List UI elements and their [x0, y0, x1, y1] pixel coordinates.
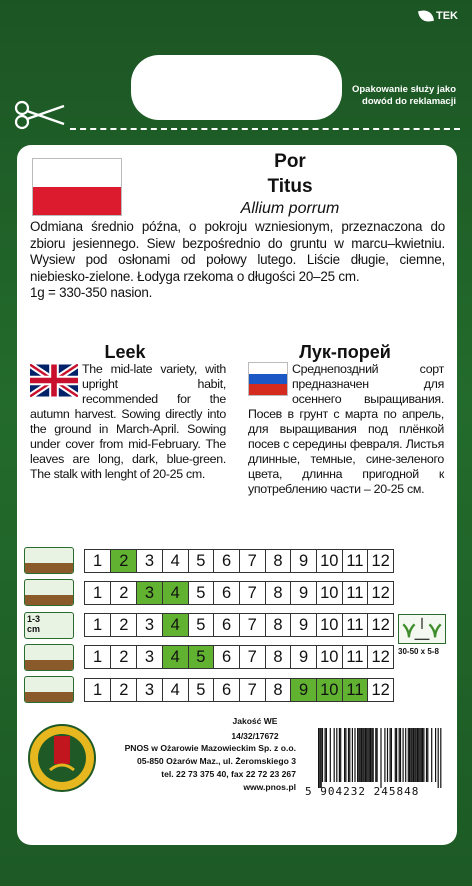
pnos-logo — [28, 720, 96, 794]
barcode-bar — [371, 728, 372, 782]
barcode-bar — [322, 728, 323, 782]
barcode-bar — [330, 728, 331, 782]
barcode-bar — [326, 728, 327, 782]
month-cell: 2 — [110, 582, 136, 604]
latin-name: Allium porrum — [240, 200, 340, 217]
scissors-icon — [14, 100, 68, 130]
barcode-bar — [435, 728, 436, 782]
month-cell: 10 — [316, 679, 342, 701]
barcode-bar — [417, 728, 418, 782]
barcode-bar — [405, 728, 406, 782]
barcode-bar — [364, 728, 365, 782]
harvest-icon — [24, 676, 74, 703]
barcode-bar — [365, 728, 366, 782]
barcode-bar — [413, 728, 414, 782]
sowing-depth-icon — [24, 612, 74, 639]
barcode-bar — [395, 728, 396, 782]
month-cell: 11 — [342, 582, 368, 604]
barcode-bar — [421, 728, 422, 782]
month-cell: 9 — [290, 582, 316, 604]
month-cell: 3 — [136, 550, 162, 572]
company-address — [100, 742, 296, 794]
month-cell: 7 — [239, 679, 265, 701]
barcode-bar — [423, 728, 424, 782]
russian-description — [248, 362, 444, 497]
month-cell: 10 — [316, 550, 342, 572]
barcode-bar — [357, 728, 358, 782]
month-cell: 6 — [213, 582, 239, 604]
barcode-bar — [373, 728, 374, 782]
barcode-bar — [367, 728, 368, 782]
barcode-bar — [340, 728, 341, 782]
month-cell: 4 — [162, 646, 188, 668]
barcode-bar — [375, 728, 376, 782]
barcode-bar — [409, 728, 410, 782]
tek-mark — [419, 10, 458, 22]
month-cell: 12 — [367, 646, 393, 668]
english-title: Leek — [104, 342, 146, 362]
month-cells — [84, 678, 394, 702]
barcode-bar — [369, 728, 370, 782]
barcode-bar — [422, 728, 423, 782]
sowing-calendar — [24, 547, 394, 708]
barcode-bar — [380, 728, 381, 788]
barcode-bar — [416, 728, 417, 782]
company-phone: tel. 22 73 375 40, fax 22 72 23 267 — [161, 769, 296, 779]
barcode-bar — [384, 728, 385, 782]
barcode-bar — [336, 728, 337, 782]
month-cell: 8 — [265, 646, 291, 668]
polish-description-text: Odmiana średnio późna, o pokroju wzniesionym, przeznaczona do zbioru jesiennego. Siew bezpośrednio do gruntu w marcu–kwietniu. Wysiew pod osłonami od połowy lutego. Liście długie, ciemne, niebiesko-zielone. Łodyga rzekoma o długości 20–25 cm. — [30, 219, 445, 284]
month-cell: 12 — [367, 550, 393, 572]
barcode-bar — [408, 728, 409, 782]
month-cells — [84, 549, 394, 573]
barcode-bar — [370, 728, 371, 782]
russian-title: Лук-порей — [299, 342, 391, 362]
barcode-bar — [426, 728, 427, 782]
month-cell: 3 — [136, 679, 162, 701]
month-cell: 4 — [162, 679, 188, 701]
english-description-text: The mid-late variety, with upright habit, recommended for the autumn harvest. Sowing directly into the ground in March-April. Sowing under cover from mid-February. The leaves are long, dark, blue-green. The stalk with lenght of 20-25 cm. — [30, 362, 226, 481]
tek-label: TEK — [436, 10, 458, 22]
barcode-bar — [396, 728, 397, 782]
month-cell: 3 — [136, 582, 162, 604]
lot-code: 14/32/17672 — [231, 731, 279, 741]
seed-count: 1g = 330-350 nasion. — [30, 285, 153, 300]
barcode-bar — [403, 728, 404, 782]
month-cell: 12 — [367, 582, 393, 604]
month-cell: 9 — [290, 614, 316, 636]
depth-label: 1-3 cm — [27, 613, 41, 634]
month-cell: 2 — [110, 646, 136, 668]
company-website[interactable]: www.pnos.pl — [243, 782, 296, 792]
month-cell: 3 — [136, 614, 162, 636]
company-name: PNOS w Ożarowie Mazowieckim Sp. z o.o. — [124, 743, 296, 753]
barcode-bar — [414, 728, 415, 782]
barcode-bar — [318, 728, 319, 788]
month-cell: 7 — [239, 614, 265, 636]
barcode-bar — [427, 728, 428, 782]
calendar-row-harvest — [24, 676, 394, 703]
month-cell: 10 — [316, 646, 342, 668]
month-cell: 6 — [213, 550, 239, 572]
barcode-bar — [325, 728, 326, 782]
barcode-bar — [361, 728, 362, 782]
barcode-bar — [349, 728, 350, 782]
barcode-bar — [352, 728, 353, 782]
polish-flag-icon — [32, 158, 122, 216]
month-cell: 3 — [136, 646, 162, 668]
barcode-bar — [358, 728, 359, 782]
month-cell: 1 — [85, 679, 111, 701]
month-cell: 5 — [188, 550, 214, 572]
russian-flag-icon — [248, 362, 288, 396]
russian-description-text: Среднепоздний сорт предназначен для осеннего выращивания. Посев в грунт с марта по апрель, для выращивания под плёнкой посев с середины февраля. Листья длинные, темные, сине-зеленого цвета, длинна пригодной к употреблению части – 20-25 см. — [248, 362, 444, 496]
month-cell: 11 — [342, 614, 368, 636]
calendar-row-sowing-in-ground — [24, 579, 394, 606]
month-cell: 4 — [162, 614, 188, 636]
barcode-bar — [334, 728, 335, 782]
barcode-bar — [366, 728, 367, 782]
barcode-number: 5 904232 245848 — [305, 785, 420, 798]
barcode-bar — [431, 728, 432, 782]
barcode-bar — [400, 728, 401, 782]
month-cell: 1 — [85, 550, 111, 572]
barcode-bar — [354, 728, 355, 782]
barcode-bar — [339, 728, 340, 782]
month-cell: 7 — [239, 582, 265, 604]
month-cell: 1 — [85, 582, 111, 604]
calendar-row-sowing-under-cover — [24, 547, 394, 574]
month-cell: 2 — [110, 614, 136, 636]
company-street: 05-850 Ożarów Maz., ul. Żeromskiego 3 — [136, 756, 296, 766]
packet-window — [131, 55, 342, 120]
barcode-bar — [348, 728, 349, 782]
month-cell: 5 — [188, 582, 214, 604]
product-name: Por — [274, 151, 306, 172]
month-cell: 10 — [316, 582, 342, 604]
month-cells — [84, 613, 394, 637]
quality-label: Jakość WE — [232, 716, 278, 726]
month-cell: 8 — [265, 550, 291, 572]
month-cell: 6 — [213, 679, 239, 701]
month-cell: 9 — [290, 550, 316, 572]
month-cell: 8 — [265, 614, 291, 636]
barcode-bar — [410, 728, 411, 782]
barcode-bar — [344, 728, 345, 782]
calendar-row-planting-out — [24, 644, 394, 671]
month-cell: 7 — [239, 550, 265, 572]
barcode-bar — [387, 728, 388, 782]
spacing-label: 30-50 x 5-8 — [398, 647, 439, 656]
barcode-bar — [419, 728, 420, 782]
month-cell: 9 — [290, 679, 316, 701]
month-cells — [84, 645, 394, 669]
month-cell: 5 — [188, 614, 214, 636]
plant-spacing-icon — [398, 614, 446, 644]
month-cell: 7 — [239, 646, 265, 668]
month-cell: 5 — [188, 646, 214, 668]
barcode-bar — [321, 728, 322, 788]
month-cell: 1 — [85, 646, 111, 668]
month-cell: 4 — [162, 550, 188, 572]
month-cell: 5 — [188, 679, 214, 701]
month-cell: 11 — [342, 550, 368, 572]
sowing-under-cover-icon — [24, 547, 74, 574]
month-cell: 2 — [110, 679, 136, 701]
barcode-bar — [412, 728, 413, 782]
month-cell: 4 — [162, 582, 188, 604]
leaf-icon — [418, 9, 434, 23]
month-cell: 8 — [265, 679, 291, 701]
barcode-bar — [360, 728, 361, 782]
month-cell: 6 — [213, 614, 239, 636]
barcode-bar — [319, 728, 320, 788]
barcode-bar — [418, 728, 419, 782]
cut-line — [70, 128, 460, 130]
product-variety: Titus — [267, 176, 313, 197]
complaint-note: Opakowanie służy jako dowód do reklamacji — [351, 84, 456, 107]
barcode-bar — [390, 728, 391, 782]
month-cell: 10 — [316, 614, 342, 636]
barcode-bar — [377, 728, 378, 782]
barcode — [312, 722, 447, 792]
month-cell: 9 — [290, 646, 316, 668]
sowing-in-ground-icon — [24, 579, 74, 606]
uk-flag-icon — [30, 364, 78, 397]
planting-out-icon — [24, 644, 74, 671]
month-cell: 2 — [110, 550, 136, 572]
month-cell: 11 — [342, 646, 368, 668]
barcode-bar — [391, 728, 392, 782]
month-cell: 6 — [213, 646, 239, 668]
barcode-bar — [345, 728, 346, 782]
barcode-bar — [399, 728, 400, 782]
quality-block — [200, 716, 310, 742]
month-cell: 12 — [367, 614, 393, 636]
calendar-row-sowing-depth — [24, 612, 394, 639]
month-cell: 8 — [265, 582, 291, 604]
month-cell: 12 — [367, 679, 393, 701]
barcode-bar — [440, 728, 441, 788]
barcode-bar — [362, 728, 363, 782]
month-cells — [84, 581, 394, 605]
month-cell: 1 — [85, 614, 111, 636]
month-cell: 11 — [342, 679, 368, 701]
barcode-bar — [438, 728, 439, 788]
polish-description — [30, 219, 445, 302]
